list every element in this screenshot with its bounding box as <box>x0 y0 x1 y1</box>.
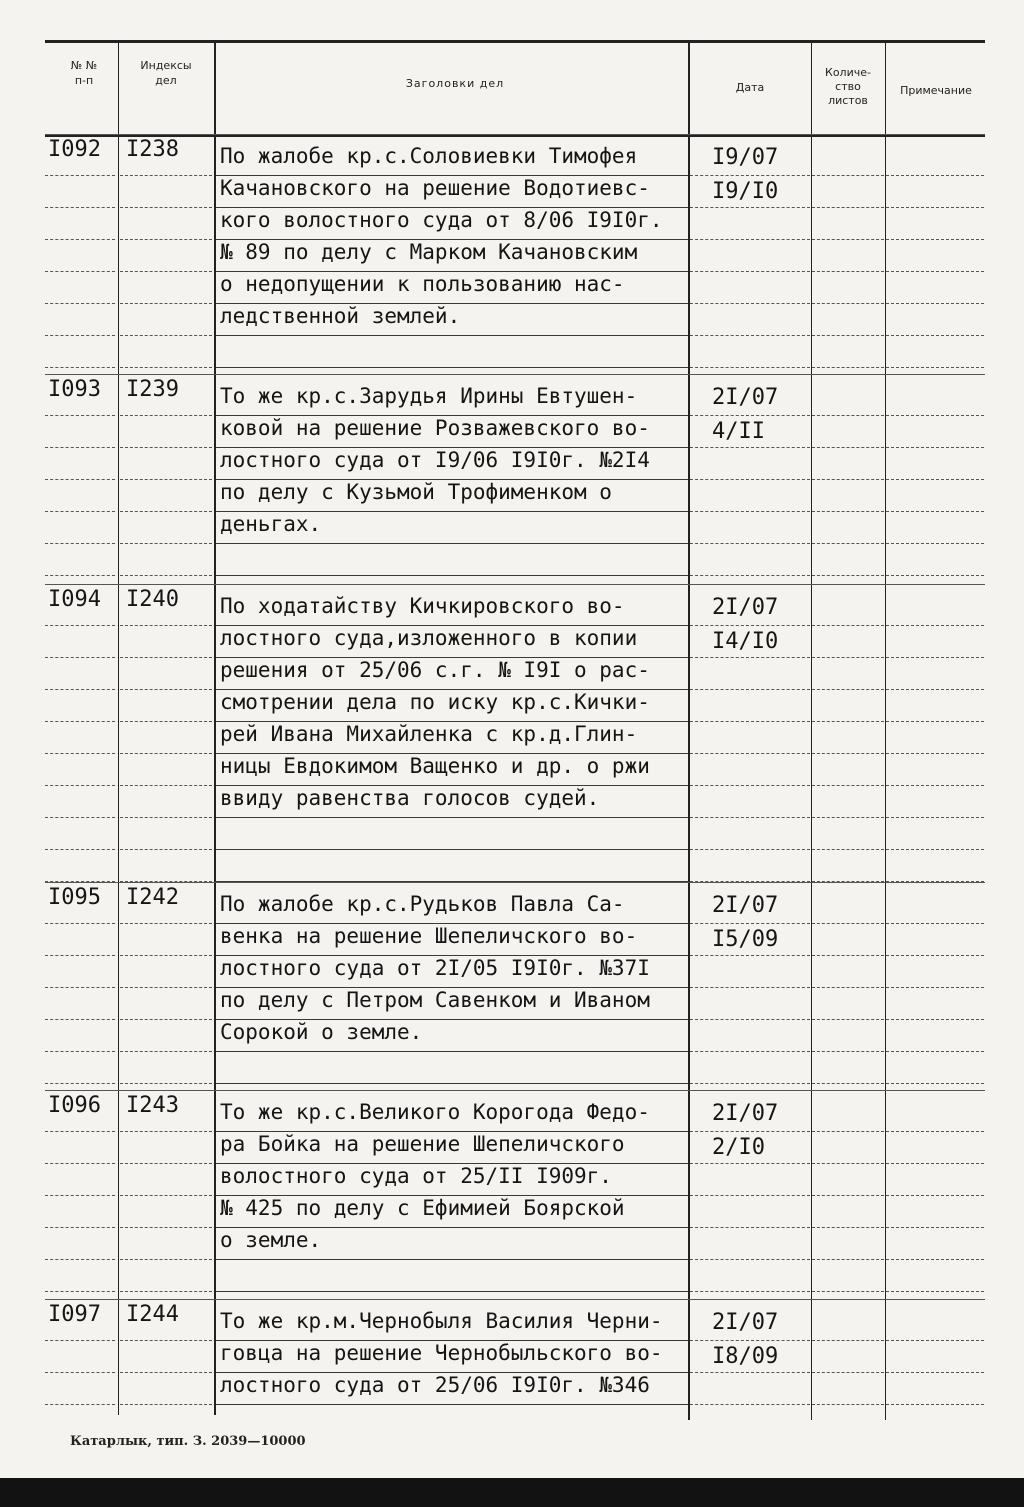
ruled-line-dashed <box>886 1340 984 1341</box>
ruled-line-dashed <box>120 447 212 448</box>
entry-title-line: № 425 по делу с Ефимией Боярской <box>220 1196 625 1220</box>
ruled-line-dashed <box>45 447 115 448</box>
entry-date: 4/II <box>712 419 765 444</box>
ruled-line-dashed <box>690 849 810 850</box>
ruled-line-dashed <box>886 335 984 336</box>
entry-title-line: о недопущении к пользованию нас- <box>220 272 625 296</box>
ruled-line-dashed <box>120 1083 212 1084</box>
col-rule-1 <box>118 40 119 1415</box>
ruled-line-dashed <box>120 657 212 658</box>
ruled-line <box>216 367 688 368</box>
ruled-line-dashed <box>45 335 115 336</box>
ruled-line-dashed <box>812 1131 884 1132</box>
entry-title-line: волостного суда от 25/II I909г. <box>220 1164 612 1188</box>
ruled-line-dashed <box>120 1195 212 1196</box>
ruled-line-dashed <box>812 1227 884 1228</box>
ruled-line-dashed <box>690 1019 810 1020</box>
entry-title-line: лостного суда,изложенного в копии <box>220 626 638 650</box>
ruled-line-dashed <box>812 479 884 480</box>
ruled-line-dashed <box>886 543 984 544</box>
ruled-line-dashed <box>886 817 984 818</box>
ruled-line-dashed <box>45 785 115 786</box>
ruled-line-dashed <box>690 271 810 272</box>
ruled-line-dashed <box>812 415 884 416</box>
entry-title-line: То же кр.с.Зарудья Ирины Евтушен- <box>220 384 638 408</box>
ruled-line <box>216 1404 688 1405</box>
ruled-line-dashed <box>812 987 884 988</box>
ruled-line-dashed <box>120 849 212 850</box>
entry-title-line: Сорокой о земле. <box>220 1020 423 1044</box>
ruled-line-dashed <box>690 689 810 690</box>
ruled-line-dashed <box>690 1195 810 1196</box>
ruled-line <box>216 1291 688 1292</box>
ruled-line-dashed <box>886 1195 984 1196</box>
entry-number: I097 <box>48 1302 101 1327</box>
entry-title-line: По жалобе кр.с.Рудьков Павла Са- <box>220 892 625 916</box>
entry-title-line: По ходатайству Кичкировского во- <box>220 594 625 618</box>
ruled-line-dashed <box>45 1163 115 1164</box>
ruled-line-dashed <box>120 1372 212 1373</box>
entry-date: I4/I0 <box>712 629 779 654</box>
ruled-line-dashed <box>886 1019 984 1020</box>
printer-imprint: Катарлык, тип. З. 2039—10000 <box>70 1434 306 1449</box>
ruled-line-dashed <box>886 955 984 956</box>
ruled-line-dashed <box>45 1083 115 1084</box>
ruled-line-dashed <box>45 575 115 576</box>
ruled-line-dashed <box>690 1083 810 1084</box>
ruled-line-dashed <box>886 1404 984 1405</box>
entry-title-line: Качановского на решение Водотиевс- <box>220 176 650 200</box>
ruled-line-dashed <box>120 415 212 416</box>
row-separator <box>45 1299 985 1300</box>
ruled-line-dashed <box>45 625 115 626</box>
ruled-line-dashed <box>120 175 212 176</box>
entry-index: I240 <box>126 587 179 612</box>
ruled-line-dashed <box>690 575 810 576</box>
ruled-line-dashed <box>690 239 810 240</box>
row-separator <box>45 584 985 585</box>
ruled-line-dashed <box>886 447 984 448</box>
col-rule-2 <box>214 40 216 1415</box>
ruled-line-dashed <box>886 657 984 658</box>
entry-title-line: лостного суда от 25/06 I9I0г. №346 <box>220 1373 650 1397</box>
ruled-line-dashed <box>886 367 984 368</box>
ruled-line-dashed <box>886 1372 984 1373</box>
entry-index: I238 <box>126 137 179 162</box>
ruled-line-dashed <box>886 1051 984 1052</box>
ruled-line-dashed <box>812 335 884 336</box>
header-num: № № п-п <box>70 59 98 87</box>
header-top-rule <box>45 40 985 43</box>
ruled-line <box>216 335 688 336</box>
ruled-line-dashed <box>812 1163 884 1164</box>
entry-date: 2/I0 <box>712 1135 765 1160</box>
entry-title-line: То же кр.с.Великого Корогода Федо- <box>220 1100 650 1124</box>
ruled-line-dashed <box>120 303 212 304</box>
ruled-line-dashed <box>812 785 884 786</box>
entry-number: I095 <box>48 885 101 910</box>
ruled-line <box>216 849 688 850</box>
ruled-line-dashed <box>886 1259 984 1260</box>
col-rule-4 <box>811 40 812 1420</box>
ruled-line-dashed <box>812 817 884 818</box>
ruled-line-dashed <box>45 987 115 988</box>
ruled-line-dashed <box>45 1131 115 1132</box>
row-separator <box>45 882 985 883</box>
ruled-line-dashed <box>45 175 115 176</box>
ruled-line-dashed <box>45 1340 115 1341</box>
ruled-line-dashed <box>812 511 884 512</box>
col-rule-5 <box>885 40 886 1420</box>
ruled-line-dashed <box>120 239 212 240</box>
ruled-line-dashed <box>886 1131 984 1132</box>
ruled-line-dashed <box>120 1227 212 1228</box>
entry-date: 2I/07 <box>712 595 779 620</box>
ruled-line-dashed <box>886 575 984 576</box>
entry-title-line: говца на решение Чернобыльского во- <box>220 1341 663 1365</box>
ruled-line-dashed <box>120 511 212 512</box>
ruled-line-dashed <box>812 1404 884 1405</box>
ruled-line-dashed <box>690 335 810 336</box>
entry-title-line: ра Бойка на решение Шепеличского <box>220 1132 625 1156</box>
ruled-line-dashed <box>45 753 115 754</box>
ruled-line-dashed <box>45 817 115 818</box>
ruled-line-dashed <box>120 817 212 818</box>
ruled-line-dashed <box>886 753 984 754</box>
entry-title-line: рей Ивана Михайленка с кр.д.Глин- <box>220 722 638 746</box>
header-date: Дата <box>735 81 765 94</box>
ruled-line-dashed <box>886 271 984 272</box>
entry-title-line: решения от 25/06 с.г. № I9I о рас- <box>220 658 650 682</box>
entry-index: I244 <box>126 1302 179 1327</box>
ruled-line-dashed <box>812 849 884 850</box>
ruled-line-dashed <box>812 175 884 176</box>
entry-title-line: ковой на решение Розважевского во- <box>220 416 650 440</box>
ruled-line-dashed <box>120 335 212 336</box>
entry-number: I094 <box>48 587 101 612</box>
entry-index: I243 <box>126 1093 179 1118</box>
entry-title-line: ницы Евдокимом Ващенко и др. о ржи <box>220 754 650 778</box>
ruled-line-dashed <box>886 1227 984 1228</box>
ruled-line-dashed <box>886 239 984 240</box>
ruled-line-dashed <box>690 987 810 988</box>
ruled-line-dashed <box>120 1404 212 1405</box>
ruled-line <box>216 1259 688 1260</box>
ruled-line-dashed <box>120 1163 212 1164</box>
entry-date: 2I/07 <box>712 893 779 918</box>
row-separator <box>45 1090 985 1091</box>
ruled-line-dashed <box>690 817 810 818</box>
entry-number: I092 <box>48 137 101 162</box>
ruled-line-dashed <box>812 1195 884 1196</box>
ruled-line-dashed <box>812 689 884 690</box>
ruled-line-dashed <box>690 367 810 368</box>
entry-number: I096 <box>48 1093 101 1118</box>
entry-number: I093 <box>48 377 101 402</box>
ruled-line-dashed <box>45 923 115 924</box>
entry-index: I242 <box>126 885 179 910</box>
ruled-line-dashed <box>812 625 884 626</box>
entry-date: I9/I0 <box>712 179 779 204</box>
ruled-line-dashed <box>45 1195 115 1196</box>
ruled-line-dashed <box>812 367 884 368</box>
entry-title-line: по делу с Кузьмой Трофименком о <box>220 480 612 504</box>
entry-title-line: ледственной землей. <box>220 304 461 328</box>
ruled-line-dashed <box>120 367 212 368</box>
ruled-line-dashed <box>886 415 984 416</box>
ruled-line-dashed <box>886 923 984 924</box>
entry-date: I5/09 <box>712 927 779 952</box>
entry-title-line: По жалобе кр.с.Соловиевки Тимофея <box>220 144 638 168</box>
entry-date: 2I/07 <box>712 385 779 410</box>
entry-title-line: лостного суда от 2I/05 I9I0г. №37I <box>220 956 650 980</box>
ruled-line-dashed <box>45 207 115 208</box>
ruled-line-dashed <box>45 367 115 368</box>
ruled-line-dashed <box>120 753 212 754</box>
ruled-line-dashed <box>690 1051 810 1052</box>
ruled-line-dashed <box>886 849 984 850</box>
ruled-line-dashed <box>812 1291 884 1292</box>
ruled-line-dashed <box>120 721 212 722</box>
ruled-line-dashed <box>690 721 810 722</box>
ruled-line-dashed <box>45 415 115 416</box>
ruled-line-dashed <box>812 303 884 304</box>
ruled-line-dashed <box>886 303 984 304</box>
ruled-line-dashed <box>812 543 884 544</box>
col-rule-3 <box>688 40 690 1420</box>
ruled-line-dashed <box>690 303 810 304</box>
ruled-line-dashed <box>886 625 984 626</box>
ruled-line <box>216 817 688 818</box>
ruled-line-dashed <box>45 1227 115 1228</box>
ruled-line-dashed <box>45 1291 115 1292</box>
row-separator <box>45 134 985 135</box>
header-sheets: Количе- ство листов <box>825 66 871 107</box>
header-note: Примечание <box>900 84 972 97</box>
ruled-line-dashed <box>812 447 884 448</box>
ruled-line-dashed <box>120 271 212 272</box>
ruled-line-dashed <box>886 207 984 208</box>
ruled-line-dashed <box>45 721 115 722</box>
ruled-line-dashed <box>812 575 884 576</box>
ruled-line-dashed <box>812 1019 884 1020</box>
entry-title-line: ввиду равенства голосов судей. <box>220 786 600 810</box>
ruled-line-dashed <box>120 689 212 690</box>
ruled-line-dashed <box>120 785 212 786</box>
ruled-line-dashed <box>812 923 884 924</box>
entry-date: I9/07 <box>712 145 779 170</box>
ruled-line <box>216 543 688 544</box>
ruled-line-dashed <box>812 753 884 754</box>
ruled-line-dashed <box>690 479 810 480</box>
ruled-line-dashed <box>886 1291 984 1292</box>
ruled-line-dashed <box>45 511 115 512</box>
ruled-line-dashed <box>690 1404 810 1405</box>
entry-title-line: деньгах. <box>220 512 322 536</box>
ruled-line-dashed <box>45 689 115 690</box>
ruled-line-dashed <box>45 1019 115 1020</box>
entry-date: I8/09 <box>712 1344 779 1369</box>
entry-date: 2I/07 <box>712 1101 779 1126</box>
ruled-line-dashed <box>120 1051 212 1052</box>
ruled-line <box>216 1051 688 1052</box>
ruled-line-dashed <box>812 955 884 956</box>
ruled-line-dashed <box>45 849 115 850</box>
ruled-line-dashed <box>120 1259 212 1260</box>
ruled-line-dashed <box>120 543 212 544</box>
ruled-line-dashed <box>886 721 984 722</box>
ruled-line-dashed <box>886 785 984 786</box>
ruled-line-dashed <box>120 479 212 480</box>
entry-date: 2I/07 <box>712 1310 779 1335</box>
row-separator <box>45 374 985 375</box>
ruled-line-dashed <box>886 479 984 480</box>
ruled-line-dashed <box>812 721 884 722</box>
ruled-line <box>216 575 688 576</box>
ruled-line-dashed <box>812 1051 884 1052</box>
entry-title-line: кого волостного суда от 8/06 I9I0г. <box>220 208 663 232</box>
ruled-line <box>216 1083 688 1084</box>
ruled-line-dashed <box>45 955 115 956</box>
header-title: Заголовки дел <box>405 77 505 90</box>
header-index: Индексы дел <box>140 59 192 87</box>
ruled-line-dashed <box>690 1227 810 1228</box>
ruled-line-dashed <box>812 1340 884 1341</box>
ruled-line-dashed <box>690 753 810 754</box>
entry-title-line: лостного суда от I9/06 I9I0г. №2I4 <box>220 448 650 472</box>
ruled-line-dashed <box>45 1051 115 1052</box>
ruled-line-dashed <box>120 207 212 208</box>
ruled-line-dashed <box>120 1340 212 1341</box>
entry-title-line: смотрении дела по иску кр.с.Кички- <box>220 690 650 714</box>
scan-edge <box>0 1478 1024 1507</box>
ruled-line-dashed <box>812 1083 884 1084</box>
ruled-line-dashed <box>690 785 810 786</box>
ruled-line-dashed <box>812 239 884 240</box>
ruled-line-dashed <box>886 511 984 512</box>
ruled-line-dashed <box>812 271 884 272</box>
entry-title-line: о земле. <box>220 1228 322 1252</box>
ruled-line-dashed <box>120 1291 212 1292</box>
ruled-line-dashed <box>120 625 212 626</box>
entry-title-line: То же кр.м.Чернобыля Василия Черни- <box>220 1309 663 1333</box>
ruled-line-dashed <box>120 923 212 924</box>
ruled-line-dashed <box>886 1083 984 1084</box>
ruled-line-dashed <box>812 207 884 208</box>
ruled-line-dashed <box>812 657 884 658</box>
ruled-line-dashed <box>812 1372 884 1373</box>
ruled-line-dashed <box>120 575 212 576</box>
ruled-line-dashed <box>690 543 810 544</box>
ruled-line-dashed <box>45 657 115 658</box>
ruled-line-dashed <box>690 511 810 512</box>
ruled-line-dashed <box>120 987 212 988</box>
ruled-line-dashed <box>120 1019 212 1020</box>
ruled-line-dashed <box>45 479 115 480</box>
ruled-line-dashed <box>45 1259 115 1260</box>
ruled-line-dashed <box>45 303 115 304</box>
ruled-line-dashed <box>812 1259 884 1260</box>
ruled-line-dashed <box>886 987 984 988</box>
ruled-line-dashed <box>45 543 115 544</box>
ruled-line-dashed <box>45 271 115 272</box>
ruled-line-dashed <box>690 1259 810 1260</box>
ruled-line-dashed <box>120 1131 212 1132</box>
ruled-line-dashed <box>886 689 984 690</box>
ruled-line-dashed <box>886 175 984 176</box>
ruled-line-dashed <box>45 239 115 240</box>
ruled-line-dashed <box>120 955 212 956</box>
ruled-line-dashed <box>45 1404 115 1405</box>
entry-title-line: № 89 по делу с Марком Качановским <box>220 240 638 264</box>
entry-title-line: по делу с Петром Савенком и Иваном <box>220 988 650 1012</box>
ruled-line-dashed <box>45 1372 115 1373</box>
entry-title-line: венка на решение Шепеличского во- <box>220 924 638 948</box>
ruled-line-dashed <box>886 1163 984 1164</box>
ruled-line-dashed <box>690 1291 810 1292</box>
entry-index: I239 <box>126 377 179 402</box>
